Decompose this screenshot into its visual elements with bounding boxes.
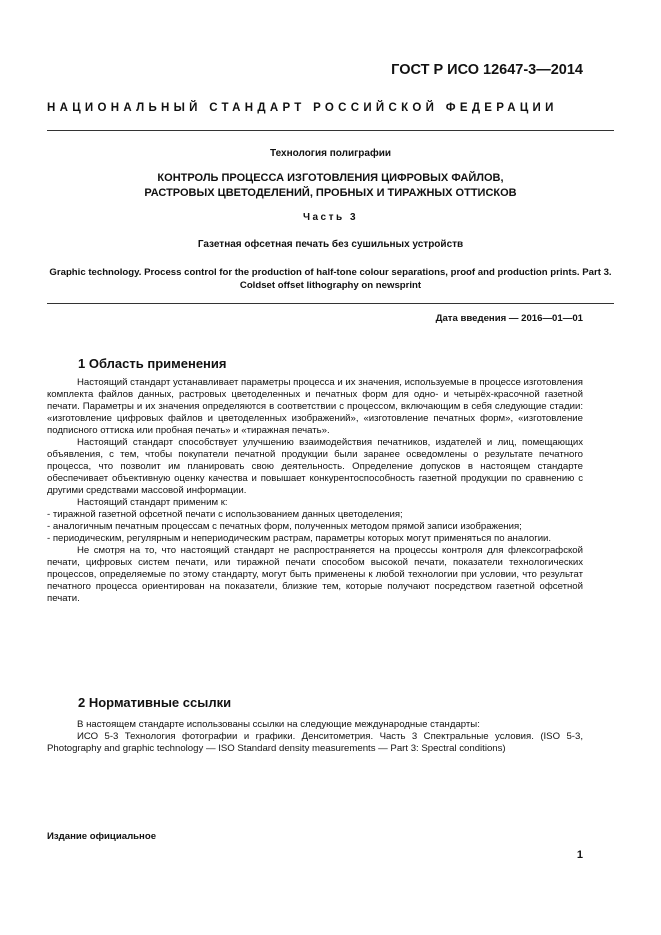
official-edition-label: Издание официальное bbox=[47, 831, 157, 842]
part-label: Часть 3 bbox=[302, 212, 359, 223]
list-item: - периодическим, регулярным и непериодическим растрам, параметры которых могут применяться по аналогии. bbox=[47, 533, 552, 544]
national-standard-banner: НАЦИОНАЛЬНЫЙ СТАНДАРТ РОССИЙСКОЙ ФЕДЕРАЦИИ bbox=[47, 102, 558, 114]
paragraph: Настоящий стандарт способствует улучшению взаимодействия печатников, издателей и лиц, помещающих объявления, с тем, чтобы покупатели печатной продукции были заранее осведомлены о результате печатного процесса, что позволит им планировать свою деятельность. Определение допусков в настоящем стандарте обеспечивает объективную оценку качества и повышает конкурентоспособность газетной продукции по сравнению с другими средствами массовой информации. bbox=[47, 437, 583, 496]
page-number: 1 bbox=[576, 849, 583, 861]
section-1-heading: 1 Область применения bbox=[78, 356, 227, 371]
effective-date: Дата введения — 2016—01—01 bbox=[435, 313, 583, 324]
paragraph: Настоящий стандарт применим к: bbox=[77, 497, 228, 508]
topic-heading: Технология полиграфии bbox=[269, 148, 392, 159]
list-item: - тиражной газетной офсетной печати с использованием данных цветоделения; bbox=[47, 509, 403, 520]
english-title: Graphic technology. Process control for the production of half-tone colour separations, proof and production prints. Part 3. Coldset offset lithography on newsprint bbox=[49, 267, 612, 291]
title-line-2: РАСТРОВЫХ ЦВЕТОДЕЛЕНИЙ, ПРОБНЫХ И ТИРАЖНЫХ ОТТИСКОВ bbox=[144, 187, 517, 199]
part-subtitle: Газетная офсетная печать без сушильных устройств bbox=[197, 239, 464, 250]
paragraph: Настоящий стандарт устанавливает параметры процесса и их значения, используемые в процессе изготовления комплекта файлов данных, растровых цветоделенных и печатных форм для одно- и четырёх-красочной газетной печати. Параметры и их значения определяются в соответствии с процессом, включающим в себя следующие стадии: «изготовление цифровых файлов и цветоделенных изображений», «изготовление печатных форм», «изготовление подписного оттиска или пробная печать» и «тиражная печать». bbox=[47, 377, 583, 436]
header-rule bbox=[47, 130, 614, 131]
paragraph: ИСО 5-3 Технология фотографии и графики. Денситометрия. Часть 3 Спектральные условия. (ISO 5-3, Photography and graphic technology — ISO Standard density measurements — Part 3: Spectral conditions) bbox=[47, 731, 583, 754]
paragraph: Не смотря на то, что настоящий стандарт не распространяется на процессы контроля для флексографской печати, цифровых систем печати, или тиражной печати способом высокой печати, показатели технологических процессов, определяемые по этому стандарту, могут быть применены к любой технологии при условии, что результат печатного процесса ориентирован на показатели, близкие тем, которые получают посредством газетной офсетной печати. bbox=[47, 545, 583, 604]
section-1-body bbox=[47, 377, 583, 605]
section-2-heading: 2 Нормативные ссылки bbox=[78, 695, 232, 710]
section-2-body bbox=[47, 719, 583, 755]
title-line-1: КОНТРОЛЬ ПРОЦЕССА ИЗГОТОВЛЕНИЯ ЦИФРОВЫХ ФАЙЛОВ, bbox=[157, 172, 504, 184]
paragraph: В настоящем стандарте использованы ссылки на следующие международные стандарты: bbox=[77, 719, 480, 730]
title-rule bbox=[47, 303, 614, 304]
document-title bbox=[47, 171, 614, 201]
list-item: - аналогичным печатным процессам с печатных форм, полученных методом прямой записи изображения; bbox=[47, 521, 522, 532]
document-code: ГОСТ Р ИСО 12647-3—2014 bbox=[391, 62, 583, 78]
